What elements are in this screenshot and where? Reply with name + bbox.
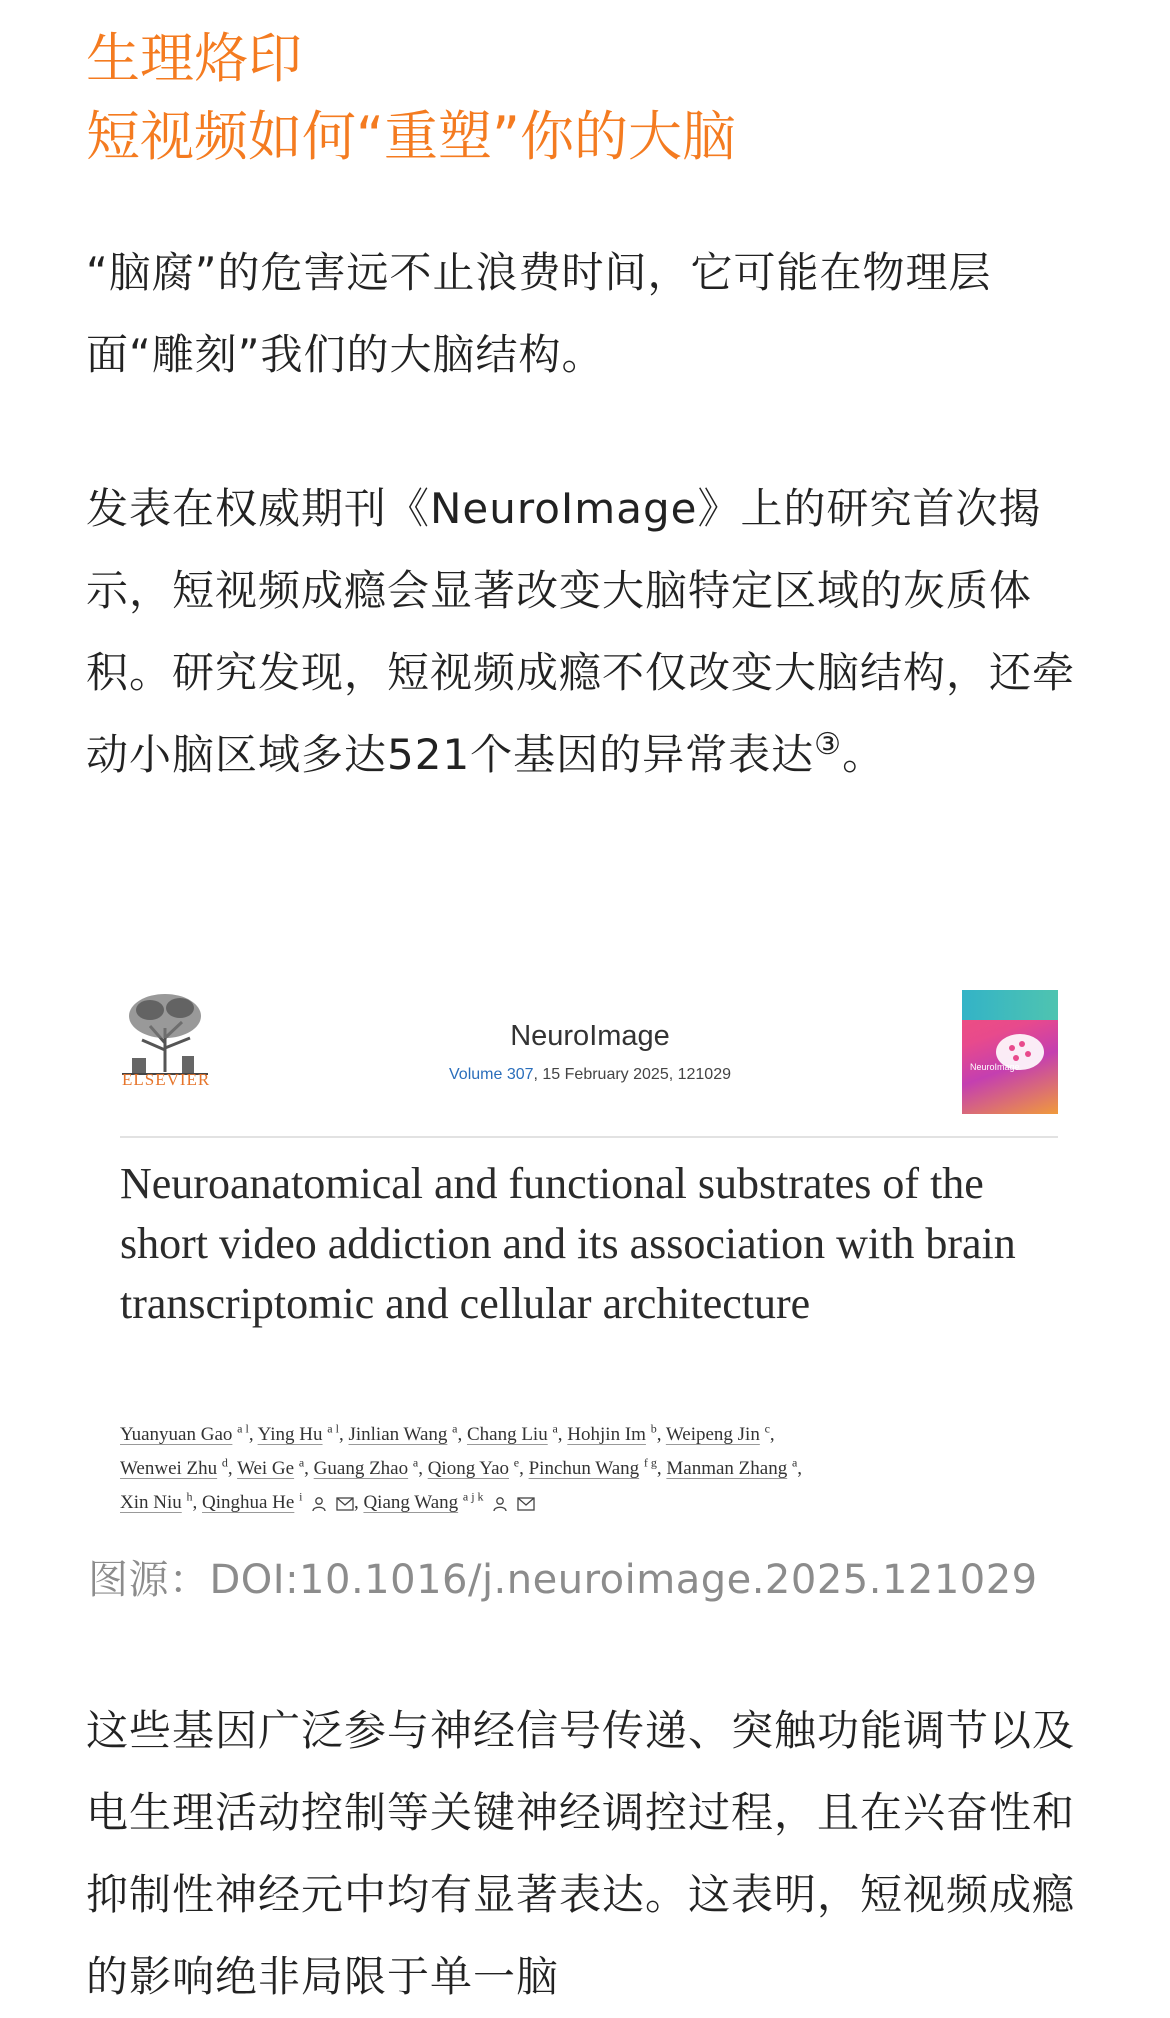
author-list: Yuanyuan Gao $^{a l}$, Ying Hu $^{a l}$, Jinlian Wang $^a$, Chang Liu $^a$, Hohjin Im $^b$, Weipeng Jin $^c$, Wenwei Zhu $^d$, Wei Ge $^a$, Guang Zhao $^a$, Qiong Yao $^e$, Pinchun Wang $^{f g}$, Manman Zhang $^a$, Xin Niu $^h$, Qinghua He $^i$ , Qiang Wang $^{a j k}$ xyxy=(120,1421,803,1513)
paragraph-2-end: 。 xyxy=(842,730,886,779)
paragraph-2 xyxy=(86,468,1086,796)
volume-link[interactable]: Volume 307 xyxy=(449,1066,534,1083)
elsevier-wordmark: ELSEVIER xyxy=(122,1070,211,1089)
email-icon[interactable] xyxy=(517,1497,535,1511)
author[interactable]: Guang Zhao $^a$ xyxy=(313,1455,419,1479)
journal-name: NeuroImage xyxy=(510,1020,670,1052)
author[interactable]: Wenwei Zhu $^d$ xyxy=(120,1455,228,1479)
headline-line-2: 短视频如何“重塑”你的大脑 xyxy=(86,105,736,168)
header-divider xyxy=(120,1136,1058,1138)
author[interactable]: Weipeng Jin $^c$ xyxy=(665,1421,770,1445)
paper-title: Neuroanatomical and functional substrates of the short video addiction and its association with brain transcriptomic and cellular architecture xyxy=(120,1159,1016,1328)
author[interactable]: Qiong Yao $^e$ xyxy=(427,1455,520,1479)
author[interactable]: Yuanyuan Gao $^{a l}$ xyxy=(120,1421,249,1445)
cover-label: NeuroImage xyxy=(970,1062,1020,1072)
author[interactable]: Manman Zhang $^a$ xyxy=(666,1455,798,1479)
reference-marker[interactable]: ③ xyxy=(814,727,843,762)
cover-brain-icon xyxy=(962,990,1058,1114)
paragraph-2-text: 发表在权威期刊《NeuroImage》上的研究首次揭示，短视频成瘾会显著改变大脑特定区域的灰质体积。研究发现，短视频成瘾不仅改变大脑结构，还牵动小脑区域多达521个基因的异常表达 xyxy=(86,484,1076,779)
image-caption: 图源：DOI:10.1016/j.neuroimage.2025.121029 xyxy=(88,1557,1038,1603)
article-top xyxy=(86,20,1086,796)
author[interactable]: Wei Ge $^a$ xyxy=(237,1455,305,1479)
author[interactable]: Jinlian Wang $^a$ xyxy=(348,1421,458,1445)
volume-date: , 15 February 2025, 121029 xyxy=(533,1066,731,1083)
author[interactable]: Xin Niu $^h$ xyxy=(120,1489,193,1513)
person-icon[interactable] xyxy=(492,1496,508,1512)
paragraph-1: “脑腐”的危害远不止浪费时间，它可能在物理层面“雕刻”我们的大脑结构。 xyxy=(86,248,992,379)
headline xyxy=(86,20,1086,176)
person-icon[interactable] xyxy=(311,1496,327,1512)
author[interactable]: Qinghua He $^i$ xyxy=(202,1492,354,1513)
email-icon[interactable] xyxy=(336,1497,354,1511)
paper-header-image[interactable] xyxy=(120,978,1060,1523)
author[interactable]: Ying Hu $^{a l}$ xyxy=(257,1421,339,1445)
paragraph-3: 这些基因广泛参与神经信号传递、突触功能调节以及电生理活动控制等关键神经调控过程，且在兴奋性和抑制性神经元中均有显著表达。这表明，短视频成瘾的影响绝非局限于单一脑 xyxy=(86,1706,1076,2001)
author[interactable]: Pinchun Wang $^{f g}$ xyxy=(528,1455,657,1479)
journal-cover xyxy=(962,990,1058,1114)
author[interactable]: Hohjin Im $^b$ xyxy=(567,1421,657,1445)
author[interactable]: Chang Liu $^a$ xyxy=(466,1421,558,1445)
journal-volume xyxy=(120,1066,1060,1084)
article-bottom xyxy=(86,1690,1086,2018)
headline-line-1: 生理烙印 xyxy=(86,27,302,90)
author[interactable]: Qiang Wang $^{a j k}$ xyxy=(363,1492,535,1513)
